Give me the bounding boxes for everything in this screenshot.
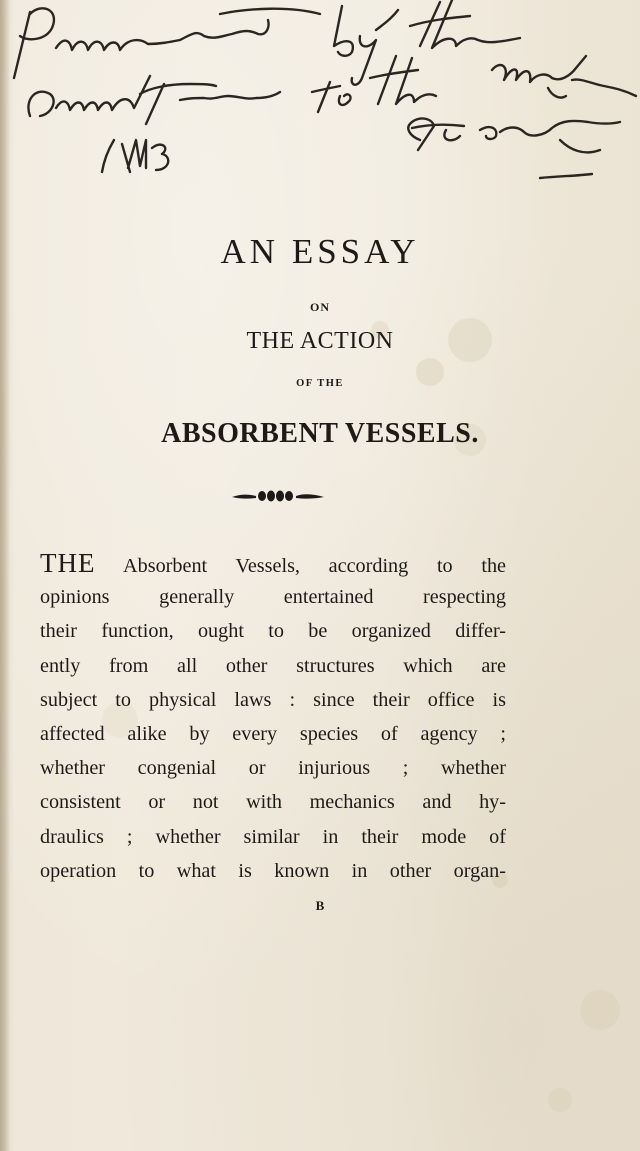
title-absorbent-vessels: ABSORBENT VESSELS. (161, 418, 479, 449)
paragraph-line: their function, ought to be organized differ- (40, 620, 506, 643)
title-of-the: OF THE (296, 378, 344, 389)
title-on: ON (310, 300, 330, 314)
paragraph-line: subject to physical laws : since their office is (40, 688, 506, 711)
signature-mark: B (315, 898, 325, 913)
handwritten-inscription (0, 0, 640, 215)
paragraph-line: operation to what is known in other organ- (40, 859, 506, 882)
paragraph-line (40, 546, 506, 580)
paragraph-line: ently from all other structures which are (40, 654, 506, 677)
essay-opening-paragraph (40, 546, 506, 888)
inscription-text: Presented by the Author to the Medical Society (0, 0, 19, 1)
title-the-action: THE ACTION (246, 328, 394, 354)
inscription-script (0, 0, 640, 215)
paragraph-line: whether congenial or injurious ; whether (40, 757, 506, 780)
paragraph-line: draulics ; whether similar in their mode of (40, 825, 506, 848)
paragraph-line: consistent or not with mechanics and hy- (40, 791, 506, 814)
paragraph-line: affected alike by every species of agency ; (40, 722, 506, 745)
paragraph-line: opinions generally entertained respecting (40, 586, 506, 609)
line-text: Absorbent Vessels, according to the (95, 555, 506, 577)
dropcap-the: THE (40, 548, 96, 578)
title-an-essay: AN ESSAY (220, 232, 420, 271)
rule-ornament-icon (230, 488, 326, 504)
